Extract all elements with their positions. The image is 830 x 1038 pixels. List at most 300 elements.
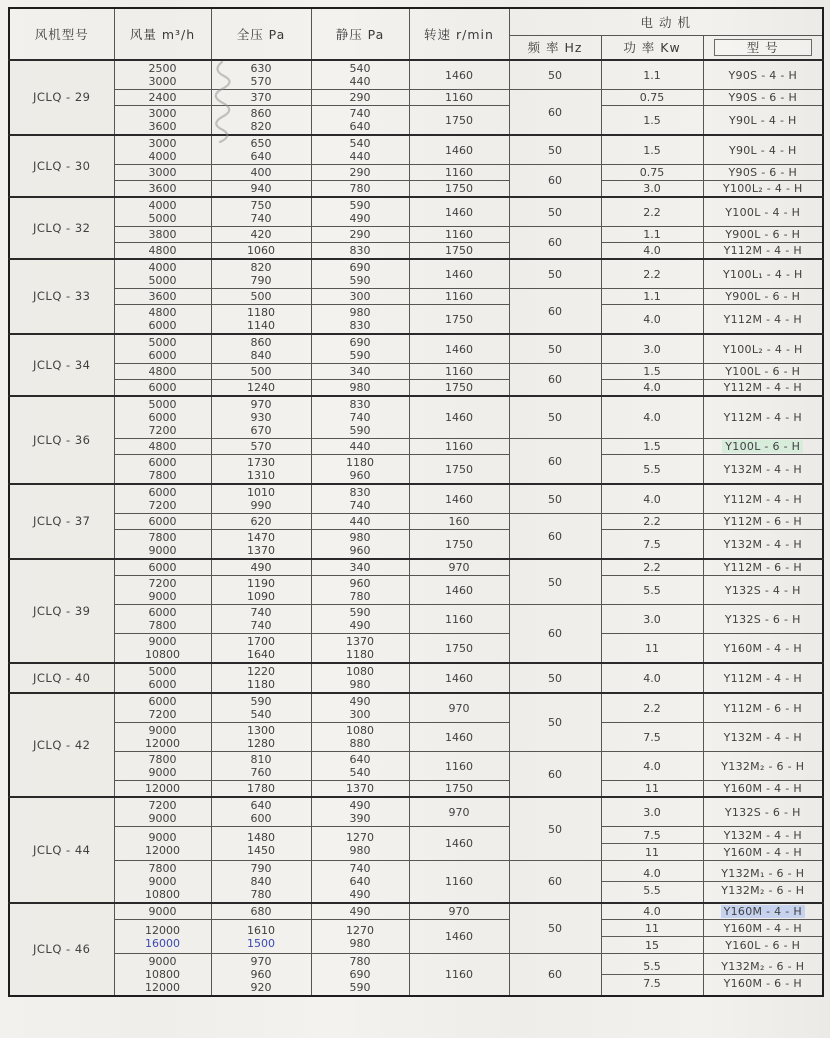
total-pressure-value: 930 (250, 411, 272, 424)
motor-model-cell (703, 197, 823, 227)
static-pressure-cell (311, 135, 409, 165)
frequency-cell: 50 (509, 797, 601, 861)
total-pressure-value: 810 (250, 753, 272, 766)
motor-model-subcells (704, 865, 823, 898)
speed-cell: 160 (409, 514, 509, 530)
static-pressure-value: 340 (349, 561, 371, 574)
power-cell: 1.5 (601, 135, 703, 165)
static-pressure-cell (311, 514, 409, 530)
flow-value: 3000 (148, 166, 177, 179)
flow-cell (114, 364, 211, 380)
static-pressure-cell (311, 693, 409, 723)
power-value: 5.5 (602, 881, 703, 898)
total-pressure-cell (211, 305, 311, 335)
static-pressure-value: 1080 (346, 665, 374, 678)
motor-model-cell (703, 605, 823, 634)
power-cell: 2.2 (601, 559, 703, 576)
motor-model-text: Y132M₁ - 6 - H (721, 866, 805, 880)
static-pressure-cell (311, 797, 409, 827)
frequency-cell: 60 (509, 289, 601, 335)
motor-model-value (704, 936, 823, 953)
motor-model-cell (703, 243, 823, 260)
fan-section-JCLQ-30 (9, 135, 823, 197)
static-pressure-value: 490 (349, 799, 371, 812)
table-row (9, 197, 823, 227)
header-total-pressure: 全压 Pa (211, 8, 311, 60)
motor-model-value (704, 920, 823, 936)
total-pressure-cell (211, 634, 311, 664)
fan-model-cell: JCLQ - 42 (9, 693, 114, 797)
static-pressure-cell (311, 90, 409, 106)
total-pressure-value: 1480 (247, 830, 275, 844)
power-cell: 5.5 (601, 576, 703, 605)
power-cell: 7.5 (601, 723, 703, 752)
static-pressure-value: 780 (349, 590, 371, 603)
motor-model-cell (703, 227, 823, 243)
total-pressure-cell (211, 752, 311, 781)
speed-cell: 1460 (409, 396, 509, 439)
frequency-cell: 50 (509, 663, 601, 693)
static-pressure-value: 780 (349, 182, 371, 195)
motor-model-text: Y112M - 4 - H (723, 411, 802, 424)
motor-model-subcells (704, 827, 823, 860)
table-row (9, 530, 823, 560)
motor-model-cell (703, 135, 823, 165)
motor-model-text: Y90L - 4 - H (728, 143, 797, 157)
flow-cell (114, 576, 211, 605)
total-pressure-value: 1180 (247, 678, 275, 691)
motor-model-text: Y100L₂ - 4 - H (722, 182, 803, 195)
total-pressure-value: 860 (250, 336, 272, 349)
flow-value: 5000 (148, 398, 177, 411)
motor-model-value (704, 958, 823, 974)
speed-cell: 1160 (409, 954, 509, 997)
static-pressure-value: 830 (349, 244, 371, 257)
speed-cell: 1160 (409, 439, 509, 455)
flow-value: 2400 (148, 91, 177, 104)
motor-model-cell (703, 634, 823, 664)
total-pressure-value: 540 (250, 708, 272, 721)
power-subcells (602, 865, 703, 898)
static-pressure-value: 440 (349, 75, 371, 88)
motor-model-value (704, 974, 823, 991)
motor-model-text: Y90S - 6 - H (728, 166, 798, 179)
static-pressure-value: 540 (349, 766, 371, 779)
power-cell: 2.2 (601, 693, 703, 723)
speed-cell: 1750 (409, 530, 509, 560)
static-pressure-value: 740 (349, 411, 371, 424)
total-pressure-value: 740 (250, 619, 272, 632)
fan-section-JCLQ-37 (9, 484, 823, 559)
motor-model-text: Y160M - 4 - H (723, 782, 802, 795)
static-pressure-value: 440 (349, 150, 371, 163)
flow-value: 7200 (148, 799, 177, 812)
static-pressure-cell (311, 364, 409, 380)
total-pressure-cell (211, 135, 311, 165)
static-pressure-value: 540 (349, 62, 371, 75)
flow-value: 7800 (148, 469, 177, 482)
speed-cell: 970 (409, 797, 509, 827)
frequency-cell: 50 (509, 903, 601, 954)
static-pressure-value: 490 (349, 212, 371, 225)
motor-model-cell (703, 954, 823, 997)
flow-cell (114, 439, 211, 455)
table-row (9, 455, 823, 485)
static-pressure-value: 590 (349, 199, 371, 212)
total-pressure-value: 590 (250, 695, 272, 708)
total-pressure-cell (211, 455, 311, 485)
flow-cell (114, 197, 211, 227)
flow-cell (114, 181, 211, 198)
motor-model-text: Y90L - 4 - H (728, 113, 797, 127)
motor-model-text: Y112M - 4 - H (723, 381, 802, 394)
motor-model-cell (703, 165, 823, 181)
frequency-cell: 50 (509, 259, 601, 289)
total-pressure-value: 1500 (247, 936, 275, 950)
flow-cell (114, 289, 211, 305)
total-pressure-cell (211, 781, 311, 798)
motor-model-cell (703, 920, 823, 954)
total-pressure-value: 630 (250, 62, 272, 75)
total-pressure-value: 640 (250, 150, 272, 163)
frequency-cell: 60 (509, 954, 601, 997)
frequency-cell: 50 (509, 396, 601, 439)
total-pressure-value: 420 (250, 228, 272, 241)
static-pressure-cell (311, 576, 409, 605)
flow-value: 12000 (145, 782, 180, 795)
total-pressure-value: 1190 (247, 577, 275, 590)
flow-cell (114, 305, 211, 335)
table-row (9, 920, 823, 954)
flow-value: 7200 (148, 424, 177, 437)
motor-model-cell (703, 752, 823, 781)
flow-value: 3600 (148, 182, 177, 195)
table-row (9, 106, 823, 136)
flow-cell (114, 259, 211, 289)
fan-section-JCLQ-39 (9, 559, 823, 663)
table-row (9, 576, 823, 605)
total-pressure-cell (211, 197, 311, 227)
total-pressure-value: 790 (250, 274, 272, 287)
total-pressure-cell (211, 484, 311, 514)
static-pressure-value: 300 (349, 290, 371, 303)
flow-cell (114, 797, 211, 827)
table-row (9, 903, 823, 920)
static-pressure-value: 980 (349, 843, 371, 857)
total-pressure-value: 640 (250, 799, 272, 812)
fan-model-cell: JCLQ - 37 (9, 484, 114, 559)
motor-model-text: Y100L₁ - 4 - H (722, 267, 803, 281)
static-pressure-value: 830 (349, 319, 371, 332)
motor-model-text: Y160M - 4 - H (721, 905, 805, 918)
power-cell: 1.5 (601, 106, 703, 136)
table-row (9, 305, 823, 335)
flow-value: 6000 (148, 456, 177, 469)
speed-cell: 1750 (409, 305, 509, 335)
total-pressure-value: 570 (250, 440, 272, 453)
total-pressure-value: 740 (250, 606, 272, 619)
static-pressure-value: 490 (349, 619, 371, 632)
total-pressure-cell (211, 920, 311, 954)
power-cell: 1.1 (601, 289, 703, 305)
flow-cell (114, 693, 211, 723)
flow-cell (114, 165, 211, 181)
table-row (9, 693, 823, 723)
speed-cell: 970 (409, 559, 509, 576)
static-pressure-cell (311, 305, 409, 335)
table-row (9, 60, 823, 90)
motor-model-cell (703, 861, 823, 904)
flow-value: 4000 (148, 199, 177, 212)
static-pressure-value: 690 (349, 261, 371, 274)
static-pressure-value: 440 (349, 515, 371, 528)
speed-cell: 1750 (409, 781, 509, 798)
flow-cell (114, 227, 211, 243)
static-pressure-cell (311, 954, 409, 997)
fan-section-JCLQ-42 (9, 693, 823, 797)
power-value: 11 (602, 843, 703, 860)
static-pressure-cell (311, 60, 409, 90)
fan-model-cell: JCLQ - 29 (9, 60, 114, 135)
total-pressure-value: 670 (250, 424, 272, 437)
power-cell (601, 920, 703, 954)
motor-model-cell (703, 259, 823, 289)
frequency-cell: 60 (509, 752, 601, 798)
speed-cell: 1750 (409, 380, 509, 397)
table-row (9, 380, 823, 397)
total-pressure-value: 1300 (247, 724, 275, 737)
speed-cell: 1460 (409, 135, 509, 165)
power-cell (601, 954, 703, 997)
speed-cell: 1160 (409, 165, 509, 181)
flow-value: 2500 (148, 62, 177, 75)
motor-model-cell (703, 663, 823, 693)
static-pressure-value: 980 (349, 678, 371, 691)
fan-model-cell: JCLQ - 36 (9, 396, 114, 484)
table-row (9, 954, 823, 997)
static-pressure-value: 340 (349, 365, 371, 378)
table-row (9, 723, 823, 752)
static-pressure-value: 1270 (346, 830, 374, 844)
flow-value: 6000 (148, 695, 177, 708)
static-pressure-cell (311, 439, 409, 455)
static-pressure-value: 960 (349, 544, 371, 557)
header-frequency: 频 率 Hz (509, 36, 601, 61)
table-row (9, 181, 823, 198)
motor-model-text: Y160M - 4 - H (723, 845, 802, 859)
flow-cell (114, 827, 211, 861)
frequency-cell: 50 (509, 484, 601, 514)
motor-model-text: Y112M - 6 - H (723, 701, 802, 715)
static-pressure-value: 440 (349, 440, 371, 453)
flow-value: 12000 (145, 737, 180, 750)
flow-value: 3600 (148, 120, 177, 133)
flow-value: 7200 (148, 499, 177, 512)
flow-value: 4000 (148, 261, 177, 274)
flow-value: 6000 (148, 411, 177, 424)
flow-value: 9000 (148, 905, 177, 918)
motor-model-text: Y112M - 4 - H (723, 244, 802, 257)
total-pressure-cell (211, 289, 311, 305)
motor-model-text: Y160M - 4 - H (723, 921, 802, 935)
power-cell: 4.0 (601, 903, 703, 920)
flow-value: 3000 (148, 107, 177, 120)
flow-cell (114, 663, 211, 693)
flow-value: 7200 (148, 708, 177, 721)
total-pressure-value: 680 (250, 905, 272, 918)
static-pressure-cell (311, 181, 409, 198)
static-pressure-value: 290 (349, 91, 371, 104)
motor-model-cell (703, 181, 823, 198)
total-pressure-value: 400 (250, 166, 272, 179)
motor-model-text: Y132M₂ - 6 - H (721, 959, 805, 973)
motor-model-text: Y112M - 6 - H (723, 561, 802, 574)
total-pressure-value: 940 (250, 182, 272, 195)
flow-cell (114, 954, 211, 997)
total-pressure-cell (211, 90, 311, 106)
motor-model-text: Y112M - 6 - H (723, 515, 802, 528)
motor-model-text: Y160M - 6 - H (723, 976, 802, 990)
static-pressure-cell (311, 165, 409, 181)
power-subcells (602, 958, 703, 991)
motor-model-cell (703, 106, 823, 136)
power-cell: 1.1 (601, 227, 703, 243)
power-cell: 1.5 (601, 364, 703, 380)
motor-model-text: Y132M - 4 - H (723, 828, 802, 842)
total-pressure-cell (211, 227, 311, 243)
fan-section-JCLQ-40 (9, 663, 823, 693)
table-row (9, 484, 823, 514)
frequency-cell: 50 (509, 693, 601, 752)
fan-model-cell: JCLQ - 33 (9, 259, 114, 334)
motor-model-text: Y90S - 6 - H (728, 91, 798, 104)
fan-section-JCLQ-29 (9, 60, 823, 135)
table-row (9, 605, 823, 634)
static-pressure-value: 1180 (346, 648, 374, 661)
table-row (9, 334, 823, 364)
flow-value: 5000 (148, 336, 177, 349)
total-pressure-cell (211, 259, 311, 289)
power-value: 7.5 (602, 974, 703, 991)
total-pressure-value: 840 (250, 349, 272, 362)
fan-model-cell: JCLQ - 30 (9, 135, 114, 197)
motor-model-text: Y132M₂ - 6 - H (721, 759, 805, 773)
power-cell: 4.0 (601, 752, 703, 781)
total-pressure-value: 1780 (247, 782, 275, 795)
flow-value: 4800 (148, 440, 177, 453)
flow-cell (114, 396, 211, 439)
motor-model-cell (703, 364, 823, 380)
flow-cell (114, 106, 211, 136)
total-pressure-value: 600 (250, 812, 272, 825)
table-row (9, 781, 823, 798)
motor-model-header-box: 型 号 (714, 39, 813, 56)
speed-cell: 1160 (409, 90, 509, 106)
flow-value: 7800 (148, 531, 177, 544)
flow-value: 10800 (145, 888, 180, 901)
speed-cell: 1460 (409, 920, 509, 954)
flow-cell (114, 135, 211, 165)
total-pressure-value: 820 (250, 261, 272, 274)
static-pressure-cell (311, 380, 409, 397)
flow-value: 9000 (148, 830, 177, 844)
frequency-cell: 50 (509, 559, 601, 605)
fan-model-cell: JCLQ - 40 (9, 663, 114, 693)
static-pressure-cell (311, 903, 409, 920)
static-pressure-value: 390 (349, 812, 371, 825)
total-pressure-value: 650 (250, 137, 272, 150)
power-subcells (602, 827, 703, 860)
motor-model-cell (703, 305, 823, 335)
power-cell: 7.5 (601, 530, 703, 560)
motor-model-cell (703, 797, 823, 827)
power-cell: 4.0 (601, 396, 703, 439)
flow-cell (114, 60, 211, 90)
flow-value: 12000 (145, 843, 180, 857)
flow-cell (114, 243, 211, 260)
static-pressure-value: 590 (349, 981, 371, 994)
total-pressure-value: 970 (250, 955, 272, 968)
total-pressure-cell (211, 559, 311, 576)
static-pressure-cell (311, 752, 409, 781)
table-row (9, 752, 823, 781)
flow-cell (114, 903, 211, 920)
total-pressure-value: 780 (250, 888, 272, 901)
static-pressure-cell (311, 605, 409, 634)
total-pressure-value: 840 (250, 875, 272, 888)
power-value: 11 (645, 921, 659, 935)
table-row (9, 439, 823, 455)
total-pressure-value: 1140 (247, 319, 275, 332)
flow-value: 7800 (148, 862, 177, 875)
fan-model-cell: JCLQ - 32 (9, 197, 114, 259)
total-pressure-value: 820 (250, 120, 272, 133)
power-cell (601, 861, 703, 904)
power-value: 4.0 (643, 866, 661, 880)
power-cell: 4.0 (601, 663, 703, 693)
static-pressure-cell (311, 484, 409, 514)
static-pressure-cell (311, 197, 409, 227)
static-pressure-cell (311, 289, 409, 305)
power-cell: 5.5 (601, 455, 703, 485)
motor-model-cell (703, 903, 823, 920)
flow-value: 6000 (148, 349, 177, 362)
flow-value: 6000 (148, 678, 177, 691)
total-pressure-value: 740 (250, 212, 272, 225)
table-row (9, 827, 823, 861)
frequency-cell: 60 (509, 90, 601, 136)
flow-value: 7800 (148, 619, 177, 632)
static-pressure-value: 640 (349, 753, 371, 766)
motor-model-cell (703, 90, 823, 106)
total-pressure-value: 570 (250, 75, 272, 88)
speed-cell: 1160 (409, 605, 509, 634)
speed-cell: 1750 (409, 455, 509, 485)
flow-cell (114, 530, 211, 560)
flow-value: 16000 (145, 936, 180, 950)
total-pressure-value: 1730 (247, 456, 275, 469)
total-pressure-cell (211, 954, 311, 997)
header-power: 功 率 Kw (601, 36, 703, 61)
power-cell: 3.0 (601, 181, 703, 198)
static-pressure-value: 300 (349, 708, 371, 721)
total-pressure-value: 1470 (247, 531, 275, 544)
fan-section-JCLQ-32 (9, 197, 823, 259)
speed-cell: 1460 (409, 663, 509, 693)
table-row (9, 259, 823, 289)
speed-cell: 1460 (409, 484, 509, 514)
motor-model-cell (703, 380, 823, 397)
